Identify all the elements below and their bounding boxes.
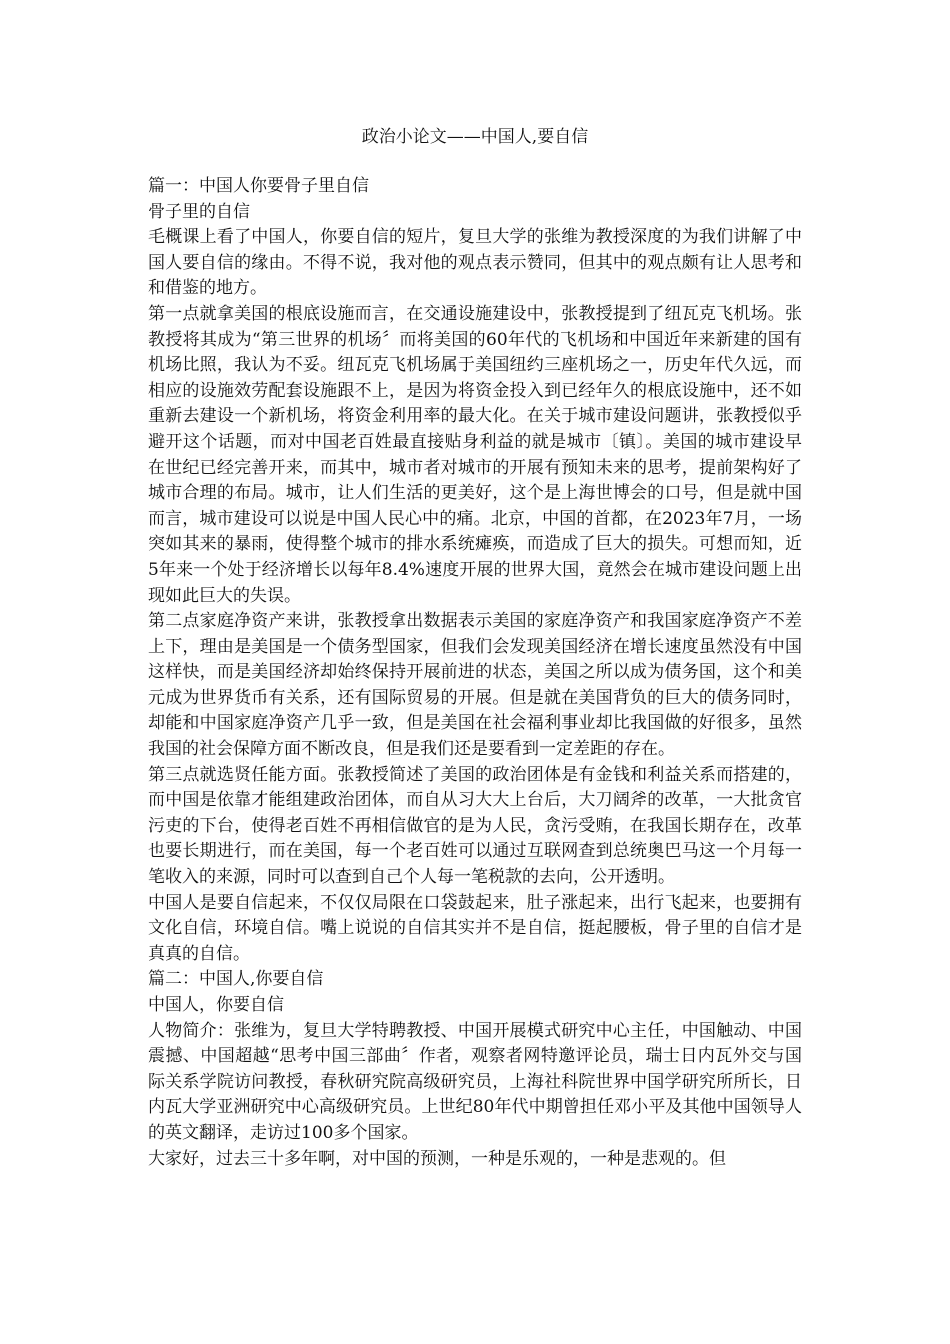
document-title: 政治小论文——中国人,要自信: [361, 127, 589, 147]
subheading: 中国人，你要自信: [148, 995, 284, 1015]
document-body: [148, 174, 802, 1172]
paragraph: 中国人是要自信起来，不仅仅局限在口袋鼓起来，肚子涨起来，出行飞起来，也要拥有文化自信，环境自信。嘴上说说的自信其实并不是自信，挺起腰板，骨子里的自信才是真真的自信。: [148, 892, 802, 964]
paragraph: 大家好，过去三十多年啊，对中国的预测，一种是乐观的，一种是悲观的。但: [148, 1148, 726, 1169]
subheading: 骨子里的自信: [148, 201, 250, 222]
paragraph: 毛概课上看了中国人，你要自信的短片，复旦大学的张维为教授深度的为我们讲解了中国人要自信的缘由。不得不说，我对他的观点表示赞同，但其中的观点颇有让人思考和和借鉴的地方。: [148, 227, 802, 299]
paragraph: 第一点就拿美国的根底设施而言，在交通设施建设中，张教授提到了纽瓦克飞机场。张教授将其成为“第三世界的机场〞而将美国的60年代的飞机场和中国近年来新建的国有机场比照，我认为不妥。纽瓦克飞机场属于美国纽约三座机场之一，历史年代久远，而相应的设施效劳配套设施跟不上，是因为将资金投入到已经年久的根底设施中，还不如重新去建设一个新机场，将资金利用率的最大化。在关于城市建设问题讲，张教授似乎避开这个话题，而对中国老百姓最直接贴身利益的就是城市〔镇〕。美国的城市建设早在世纪已经完善开来，而其中，城市者对城市的开展有预知未来的思考，提前架构好了城市合理的布局。城市，让人们生活的更美好，这个是上海世博会的口号，但是就中国而言，城市建设可以说是中国人民心中的痛。北京，中国的首都，在2023年7月，一场突如其来的暴雨，使得整个城市的排水系统瘫痪，而造成了巨大的损失。可想而知，近5年来一个处于经济增长以每年8.4%速度开展的世界大国，竟然会在城市建设问题上出现如此巨大的失误。: [148, 303, 802, 606]
section-heading: 篇一：中国人你要骨子里自信: [148, 176, 369, 196]
paragraph: 第二点家庭净资产来讲，张教授拿出数据表示美国的家庭净资产和我国家庭净资产不差上下，理由是美国是一个债务型国家，但我们会发现美国经济在增长速度虽然没有中国这样快，而是美国经济却始终保持开展前进的状态，美国之所以成为债务国，这个和美元成为世界货币有关系，还有国际贸易的开展。但是就在美国背负的巨大的债务同时，却能和中国家庭净资产几乎一致，但是美国在社会福利事业却比我国做的好很多，虽然我国的社会保障方面不断改良，但是我们还是要看到一定差距的存在。: [148, 611, 802, 760]
paragraph: 第三点就选贤任能方面。张教授简述了美国的政治团体是有金钱和利益关系而搭建的，而中国是依靠才能组建政治团体，而自从习大大上台后，大刀阔斧的改革，一大批贪官污吏的下台，使得老百姓不再相信做官的是为人民，贪污受贿，在我国长期存在，改革也要长期进行，而在美国，每一个老百姓可以通过互联网查到总统奥巴马这一个月每一笔收入的来源，同时可以查到自己个人每一笔税款的去向，公开透明。: [148, 764, 802, 888]
document-page: [148, 0, 802, 1344]
paragraph: 人物简介：张维为，复旦大学特聘教授、中国开展模式研究中心主任，中国触动、中国震撼、中国超越“思考中国三部曲〞作者，观察者网特邀评论员，瑞士日内瓦外交与国际关系学院访问教授，春秋研究院高级研究员，上海社科院世界中国学研究所所长，日内瓦大学亚洲研究中心高级研究员。上世纪80年代中期曾担任邓小平及其他中国领导人的英文翻译，走访过100多个国家。: [148, 1020, 802, 1143]
section-heading: 篇二：中国人,你要自信: [148, 969, 324, 990]
